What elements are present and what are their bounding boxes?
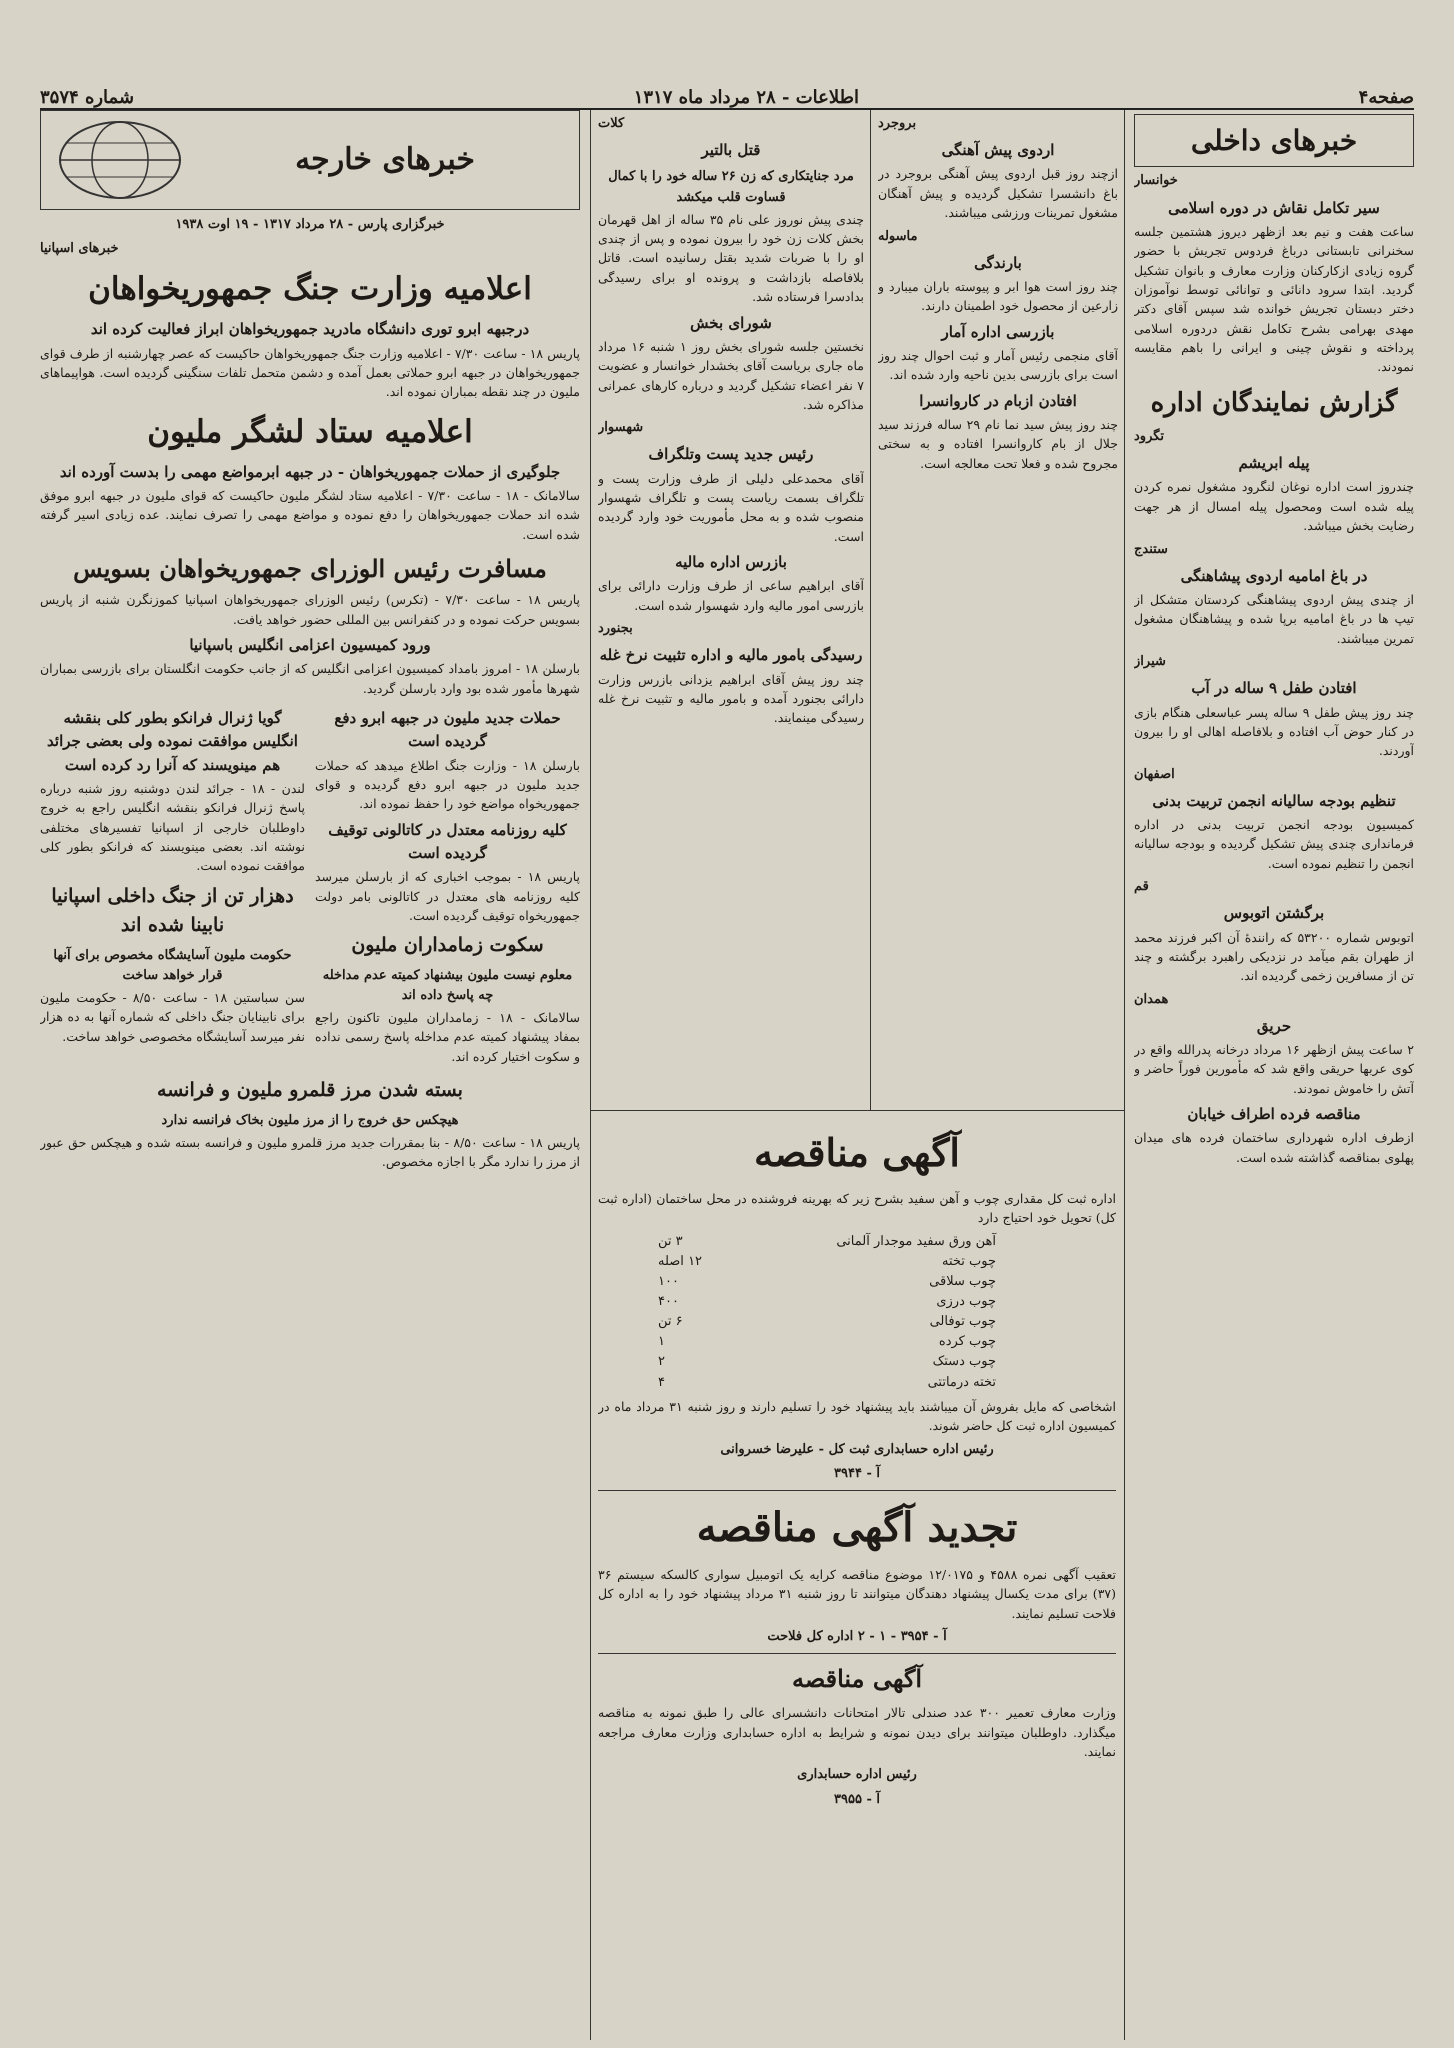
article-body: سالامانک - ۱۸ - ساعت ۷/۳۰ - اعلامیه ستاد لشگر ملیون حاکیست که قوای ملیون در جبهه ابرو موفق شده اند حملات جمهوریخواهان را دفع نموده و مواضع مهمی را تصرف نمایند. عده زیادی اسیر گرفته شده است. — [40, 488, 580, 542]
article-body: پاریس ۱۸ - ساعت ۷/۳۰ - اعلامیه وزارت جنگ جمهوریخواهان حاکیست که عصر چهارشنبه از طرف قوای جمهوریخواهان در جبهه ابرو حملاتی بعمل آمده و دشمن متحمل تلفات سنگینی گردیده است. هواپیماهای ملیون در چند نقطه بمباران نموده اند. — [40, 345, 580, 400]
ad-items-list — [598, 1232, 1116, 1393]
subheadline: حکومت ملیون آسایشگاه مخصوص برای آنها قرار خواهد ساخت — [53, 947, 292, 983]
article-subtitle: پیله ابریشم — [1238, 454, 1310, 473]
ad-title: آگهی مناقصه — [598, 1653, 1116, 1697]
article-body: پاریس ۱۸ - ساعت ۷/۳۰ - (تکرس) رئیس الوزرای جمهوریخواهان اسپانیا کموزنگرن شنبه از پاریس بسویس حرکت نموده و در کنفرانس بین المللی حضور خواهد یافت. — [40, 592, 580, 627]
article-body: ازچند روز قبل اردوی پیش آهنگی بروجرد در باغ دانشسرا تشکیل گردیده و پیش آهنگان مشغول تمرینات ورزشی میباشند. — [878, 166, 1118, 221]
ads-block — [598, 1118, 1116, 2038]
article-title: رئیس جدید پست وتلگراف — [648, 445, 814, 464]
foreign-news-column — [40, 110, 580, 2040]
article-title: در باغ امامیه اردوی پیشاهنگی — [1180, 566, 1368, 585]
city-label: قم — [1134, 879, 1149, 895]
ad-number: آ - ۳۹۵۵ — [834, 1791, 880, 1807]
city-label: ماسوله — [878, 228, 918, 244]
article-title: بارندگی — [974, 253, 1022, 272]
article-body: سن سباستین ۱۸ - ساعت ۸/۵۰ - حکومت ملیون برای نابینایان جنگ داخلی که شماره آنها به ده هزار نفر میرسد آسایشگاه مخصوصی خواهد ساخت. — [40, 989, 305, 1044]
section-rule — [590, 1110, 1124, 1111]
list-item: چوب درزی ۴۰۰ — [658, 1294, 996, 1310]
ad-body: اشخاصی که مایل بفروش آن میباشند باید پیشنهاد خود را تسلیم دارند و روز شنبه ۳۱ مرداد ماه در کمیسیون اداره ثبت کل حاضر شوند. — [598, 1398, 1116, 1434]
ad-signature: رئیس اداره حسابداری — [797, 1767, 917, 1783]
domestic-section-title: خبرهای داخلی — [1134, 114, 1414, 167]
headline: کلیه روزنامه معتدل در کاتالونی توقیف گردیده است — [328, 820, 567, 862]
article-title: گزارش نمایندگان اداره — [1150, 387, 1398, 418]
ad-signature: رئیس اداره حسابداری ثبت کل - علیرضا خسروانی — [720, 1441, 994, 1457]
column-rule — [590, 1110, 591, 2040]
article-body: چند روز است هوا ابر و پیوسته باران میبارد و زارعین از محصول خود اطمینان دارند. — [878, 278, 1118, 314]
article-body: آقای منجمی رئیس آمار و ثبت احوال چند روز است برای بازرسی بدین ناحیه وارد شده اند. — [878, 347, 1118, 383]
article-body: سالامانک - ۱۸ - زمامداران ملیون تاکنون راجع بمفاد پیشنهاد کمیته عدم مداخله پاسخ رسمی نداده و سکوت اختیار کرده اند. — [315, 1010, 580, 1064]
article-body: چند روز پیش سید نما نام ۲۹ ساله فرزند سید جلال از بام کاروانسرا افتاده و به سختی مجروح شده و فعلا تحت معالجه است. — [878, 416, 1118, 471]
article-body: بارسلن ۱۸ - امروز بامداد کمیسیون اعزامی انگلیس که از جانب حکومت انگلستان برای بازرسی بمباران شهرها مأمور شده بود وارد بارسلن گردید. — [40, 661, 580, 696]
article-body: نخستین جلسه شورای بخش روز ۱ شنبه ۱۶ مرداد ماه جاری بریاست آقای بخشدار خوانسار و عضویت ۷ نفر اعضاء تشکیل گردید و درباره کارهای عمرانی مذاکره شد. — [598, 338, 864, 412]
article-title: اردوی پیش آهنگی — [941, 141, 1055, 160]
dateline: خبرگزاری پارس - ۲۸ مرداد ۱۳۱۷ - ۱۹ اوت ۱۹۳۸ — [175, 217, 445, 232]
article-body: اتوبوس شماره ۵۳۲۰۰ که رانندهٔ آن اکبر فرزند محمد از طهران بقم میآمد در نزدیکی راهبرد برگشته و چند تن از مسافرین زخمی گردیده اند. — [1134, 929, 1414, 984]
subheadline: هیچکس حق خروج را از مرز ملیون بخاک فرانسه ندارد — [161, 1112, 459, 1128]
foreign-section-header — [40, 110, 580, 210]
headline: سکوت زمامداران ملیون — [351, 934, 544, 957]
city-label: خوانسار — [1134, 173, 1178, 189]
article-body: چندی پیش نوروز علی نام ۳۵ ساله از اهل قهرمان بخش کلات زن خود را بیرون نموده و پس از چندی او را با ضربات شدید بقتل رسانیده است. قاتل بلافاصله بازداشت و پرونده او برای رسیدگی بدادسرا فرستاده شد. — [598, 211, 864, 305]
article-body: کمیسیون بودجه انجمن تربیت بدنی در اداره فرمانداری چندی پیش تشکیل گردیده و بودجه سالیانه انجمن را تنظیم نموده است. — [1134, 817, 1414, 871]
subheadline: درجبهه ابرو توری دانشگاه مادرید جمهوریخواهان ابراز فعالیت کرده اند — [90, 320, 530, 339]
article-title: افتادن طفل ۹ ساله در آب — [1191, 679, 1357, 698]
article-title: افتادن ازبام در کاروانسرا — [919, 391, 1077, 410]
globe-icon — [45, 115, 195, 205]
city-label: تگرود — [1134, 429, 1165, 445]
two-column-section — [40, 702, 580, 1070]
article-title: بازرسی اداره آمار — [941, 322, 1055, 341]
city-label: همدان — [1134, 991, 1169, 1007]
article-body: چند روز پیش آقای ابراهیم یزدانی بازرس وزارت دارائی بجنورد آمده و بامور مالیه و تثبیت نرخ غله رسیدگی مینمایند. — [598, 671, 864, 726]
list-item: چوب تخته ۱۲ اصله — [658, 1253, 996, 1269]
subheadline: معلوم نیست ملیون بیشنهاد کمیته عدم مداخله چه پاسخ داده اند — [322, 967, 573, 1003]
article-body: از چندی پیش اردوی پیشاهنگی کردستان متشکل از تیپ ها در باغ امامیه برپا شده و پیشاهنگان مشغول تمرین میباشند. — [1134, 591, 1414, 646]
article-body: چند روز پیش طفل ۹ ساله پسر عباسعلی هنگام بازی در کنار حوض آب افتاده و بلافاصله اهالی او را بیرون آوردند. — [1134, 704, 1414, 759]
article-title: بازرس اداره مالیه — [675, 553, 787, 572]
column-rule — [1124, 110, 1125, 2040]
masthead — [40, 86, 1414, 110]
headline: دهزار تن از جنگ داخلی اسپانیا نابینا شده اند — [51, 884, 294, 937]
section-label: خبرهای اسپانیا — [40, 241, 119, 257]
headline: اعلامیه ستاد لشگر ملیون — [147, 413, 473, 450]
city-label: ستندج — [1134, 541, 1168, 557]
article-body: آقای ابراهیم ساعی از طرف وزارت دارائی برای بازرسی امور مالیه وارد شهسوار شده است. — [598, 578, 864, 613]
article-title: سیر تکامل نقاش در دوره اسلامی — [1168, 198, 1380, 217]
article-title: حریق — [1256, 1016, 1292, 1035]
article-body: ۲ ساعت پیش ازظهر ۱۶ مرداد درخانه پدرالله واقع در کوی عربها حریقی واقع شد که مأمورین فوراً حاضر و آتش را خاموش نمودند. — [1134, 1042, 1414, 1096]
article-body: ازطرف اداره شهرداری ساختمان فرده های میدان پهلوی بمناقصه گذاشته شده است. — [1134, 1130, 1414, 1165]
paper-date: اطلاعات - ۲۸ مرداد ماه ۱۳۱۷ — [633, 86, 859, 108]
article-body: پاریس ۱۸ - بموجب اخباری که از بارسلن میرسد کلیه روزنامه های معتدل در کاتالونی بامر دولت جمهوریخواه توقیف گردیده است. — [315, 869, 580, 923]
ad-body: تعقیب آگهی نمره ۴۵۸۸ و ۱۲/۰۱۷۵ موضوع مناقصه کرایه یک اتومبیل سواری کالسکه سیستم ۳۶ (۳۷) برای مدت یکسال پیشنهاد دهندگان میتوانند تا روز شنبه ۳۱ مرداد پیشنهاد خود را به اداره کل فلاحت تسلیم نمایند. — [598, 1566, 1116, 1621]
ad-title: آگهی مناقصه — [754, 1130, 960, 1175]
article-title: قتل بالتیر — [701, 141, 761, 160]
city-label: بروجرد — [878, 116, 917, 131]
list-item: چوب دستک ۲ — [658, 1354, 996, 1370]
ad-title: تجدید آگهی مناقصه — [598, 1490, 1116, 1559]
article-title: شورای بخش — [690, 313, 772, 332]
city-label: کلات — [598, 116, 625, 131]
middle-news-column-2 — [878, 110, 1118, 1110]
list-item: چوب سلاقی ۱۰۰ — [658, 1273, 996, 1289]
column-rule — [590, 110, 591, 1110]
list-item: چوب کرده ۱ — [658, 1334, 996, 1350]
foreign-section-title: خبرهای خارجه — [295, 141, 475, 177]
ad-signature: آ - ۳۹۵۴ - ۱ - ۲ اداره کل فلاحت — [767, 1628, 947, 1644]
city-label: شیراز — [1134, 654, 1166, 670]
article-title: مناقصه فرده اطراف خیابان — [1187, 1105, 1361, 1124]
article-title: برگشتن اتوبوس — [1223, 904, 1325, 923]
article-body: آقای محمدعلی دلیلی از طرف وزارت پست و تلگراف بسمت ریاست پست و تلگراف شهسوار منصوب شده و به محل مأموریت خود وارد گردیده است. — [598, 470, 864, 544]
ad-number: آ - ۳۹۴۴ — [834, 1465, 880, 1481]
article-title: تنظیم بودجه سالیانه انجمن تربیت بدنی — [1152, 791, 1396, 810]
ad-body: وزارت معارف تعمیر ۳۰۰ عدد صندلی تالار امتحانات دانشسرای عالی را طبق نمونه به مناقصه میگذارد. داوطلبان میتوانند برای دیدن نمونه و شرایط به اداره حسابداری وزارت معارف مراجعه نمایند. — [598, 1705, 1116, 1759]
city-label: شهسوار — [598, 420, 644, 436]
city-label: اصفهان — [1134, 766, 1175, 782]
list-item: چوب توفالی ۶ تن — [658, 1314, 996, 1330]
list-item: تخته درماتتی ۴ — [658, 1374, 996, 1390]
list-item: آهن ورق سفید موجدار آلمانی ۳ تن — [658, 1233, 996, 1249]
article-title: رسیدگی بامور مالیه و اداره تثبیت نرخ غله — [599, 646, 863, 665]
ad-intro: اداره ثبت کل مقداری چوب و آهن سفید بشرح زیر که بهرینه فروشنده در محل ساختمان (اداره ثبت کل) تحویل خود احتیاج دارد — [598, 1190, 1116, 1226]
headline: بسته شدن مرز قلمرو ملیون و فرانسه — [157, 1079, 463, 1102]
article-subtitle: مرد جنایتکاری که زن ۲۶ ساله خود را با کمال قساوت قلب میکشد — [608, 169, 854, 205]
issue-number: شماره ۳۵۷۴ — [40, 86, 135, 108]
page-number: صفحه۴ — [1358, 86, 1414, 108]
city-label: بجنورد — [598, 621, 633, 637]
headline: حملات جدید ملیون در جبهه ابرو دفع گردیده است — [334, 709, 561, 751]
subheadline: جلوگیری از حملات جمهوریخواهان - در جبهه ابرمواضع مهمی را بدست آورده اند — [59, 462, 561, 481]
headline: اعلامیه وزارت جنگ جمهوریخواهان — [88, 271, 532, 308]
headline: گویا ژنرال فرانکو بطور کلی بنقشه انگلیس موافقت نموده ولی بعضی جرائد هم مینویسند که آنرا رد کرده است — [47, 709, 298, 774]
article-body: بارسلن ۱۸ - وزارت جنگ اطلاع میدهد که حملات جدید ملیون در جبهه ابرو دفع گردیده و قوای جمهوریخواه مواضع خود را حفظ نموده اند. — [315, 757, 580, 812]
headline: ورود کمیسیون اعزامی انگلیس باسپانیا — [189, 636, 431, 655]
domestic-news-column — [1134, 110, 1414, 2040]
article-body: چندروز است اداره نوغان لنگرود مشغول نمره کردن پیله شده است ومحصول پیله امسال از هر جهت رضایت بخش میباشد. — [1134, 479, 1414, 534]
headline: مسافرت رئیس الوزرای جمهوریخواهان بسویس — [73, 554, 547, 584]
article-body: ساعت هفت و نیم بعد ازظهر دیروز هشتمین جلسه سخنرانی تابستانی درباغ فردوس تجریش با حضور گروه زیادی ازکارکنان وزارت معارف و بانوان تشکیل گردید. ابتدا سرود دانائی و توانائی توسط نوآموزان دختر دبستان تجریش خوانده شد سپس آقای دکتر مهدی بهرامی بشرح تکامل نقش دردوره اسلامی پرداخته و نقوش چینی و ایرانی را باهم مقایسه نمودند. — [1134, 223, 1414, 375]
article-body: پاریس ۱۸ - ساعت ۸/۵۰ - بنا بمقررات جدید مرز قلمرو ملیون و فرانسه بسته شده و هیچکس حق عبور از مرز را ندارد مگر با اجازه مخصوص. — [40, 1134, 580, 1170]
middle-news-column — [598, 110, 864, 1110]
column-rule — [870, 110, 871, 1110]
article-body: لندن - ۱۸ - جرائد لندن دوشنبه روز شنبه درباره پاسخ ژنرال فرانکو بنقشه انگلیس راجع به خروج داوطلبان خارجی از اسپانیا تفسیرهای مختلفی نوشته اند. بعضی مینویسند که فرانکو بطور کلی موافقت نموده است. — [40, 780, 305, 874]
